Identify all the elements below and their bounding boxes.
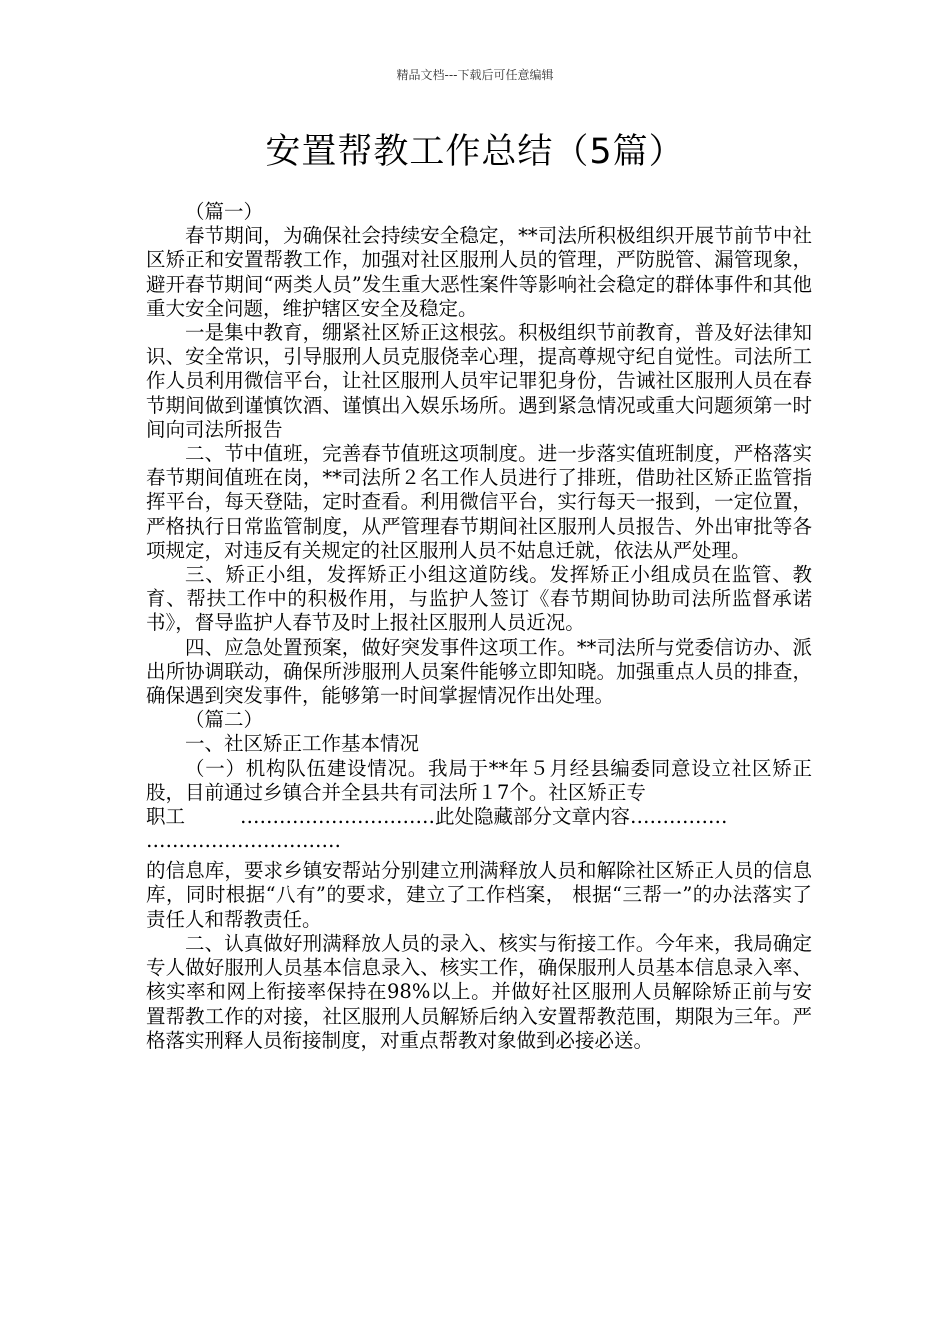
- paragraph: 三、矫正小组，发挥矫正小组这道防线。发挥矫正小组成员在监管、教育、帮扶工作中的积极作用，与监护人签订《春节期间协助司法所监督承诺书》，督导监护人春节及时上报社区服刑人员近况。: [146, 563, 812, 635]
- hidden-content-notice: [146, 805, 812, 829]
- paragraph: 四、应急处置预案，做好突发事件这项工作。**司法所与党委信访办、派出所协调联动，确保所涉服刑人员案件能够立即知晓。加强重点人员的排查，确保遇到突发事件，能够第一时间掌握情况作出处理。: [146, 635, 812, 708]
- paragraph: 一是集中教育，绷紧社区矫正这根弦。积极组织节前教育，普及好法律知识、安全常识，引导服刑人员克服侥幸心理，提高尊规守纪自觉性。司法所工作人员利用微信平台，让社区服刑人员牢记罪犯身份，告诫社区服刑人员在春节期间做到谨慎饮酒、谨慎出入娱乐场所。遇到紧急情况或重大问题须第一时间向司法所报告: [146, 321, 812, 441]
- hidden-content-text: …………………………此处隐藏部分文章内容……………: [240, 805, 728, 829]
- hidden-content-dots: …………………………: [146, 829, 341, 853]
- document-body: [146, 200, 812, 1053]
- paragraph: （一）机构队伍建设情况。我局于**年５月经县编委同意设立社区矫正股，目前通过乡镇合并全县共有司法所１7个。社区矫正专: [146, 756, 812, 804]
- header-watermark: 精品文档---下载后可任意编辑: [396, 68, 554, 82]
- document-title: 安置帮教工作总结（5篇）: [265, 132, 685, 172]
- paragraph: 的信息库，要求乡镇安帮站分别建立刑满释放人员和解除社区矫正人员的信息库，同时根据“八有”的要求，建立了工作档案， 根据“三帮一”的办法落实了责任人和帮教责任。: [146, 859, 812, 931]
- paragraph: 春节期间，为确保社会持续安全稳定，**司法所积极组织开展节前节中社区矫正和安置帮教工作，加强对社区服刑人员的管理，严防脱管、漏管现象，避开春节期间“两类人员”发生重大恶性案件等影响社会稳定的群体事件和其他重大安全问题，维护辖区安全及稳定。: [146, 224, 812, 320]
- subheading: 一、社区矫正工作基本情况: [185, 732, 420, 756]
- section-heading-2: （篇二）: [185, 708, 264, 732]
- hidden-lead-text: 职工: [146, 805, 186, 829]
- paragraph: 二、节中值班，完善春节值班这项制度。进一步落实值班制度，严格落实春节期间值班在岗，**司法所２名工作人员进行了排班，借助社区矫正监管指挥平台，每天登陆，定时查看。利用微信平台，实行每天一报到，一定位置，严格执行日常监管制度，从严管理春节期间社区服刑人员报告、外出审批等各项规定，对违反有关规定的社区服刑人员不姑息迁就，依法从严处理。: [146, 442, 812, 562]
- section-heading-1: （篇一）: [185, 200, 264, 223]
- paragraph: 二、认真做好刑满释放人员的录入、核实与衔接工作。今年来，我局确定专人做好服刑人员基本信息录入、核实工作，确保服刑人员基本信息录入率、核实率和网上衔接率保持在98%以上。并做好社区服刑人员解除矫正前与安置帮教工作的对接，社区服刑人员解矫后纳入安置帮教范围，期限为三年。严格落实刑释人员衔接制度，对重点帮教对象做到必接必送。: [146, 931, 812, 1052]
